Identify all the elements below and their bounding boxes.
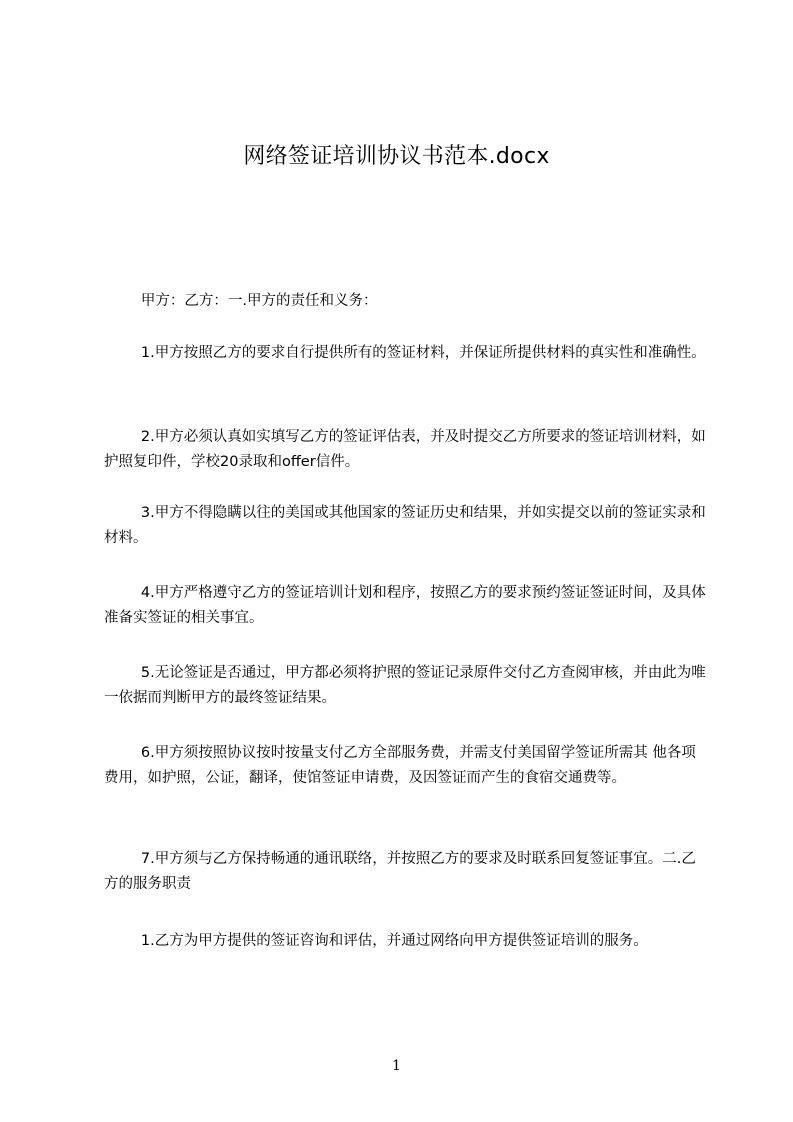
paragraph-parties: 甲方：乙方：一.甲方的责任和义务： — [104, 293, 378, 309]
paragraph-item-5: 5.无论签证是否通过，甲方都必须将护照的签证记录原件交付乙方查阅审核，并由此为唯一依据而判断甲方的最终签证结果。 — [104, 665, 706, 706]
paragraph-item-3: 3.甲方不得隐瞒以往的美国或其他国家的签证历史和结果，并如实提交以前的签证实录和材料。 — [104, 505, 706, 546]
document-title: 网络签证培训协议书范本.docx — [243, 144, 550, 169]
paragraph-item-4: 4.甲方严格遵守乙方的签证培训计划和程序，按照乙方的要求预约签证签证时间，及具体准备实签证的相关事宜。 — [104, 585, 706, 626]
paragraph-item-7: 7.甲方须与乙方保持畅通的通讯联络，并按照乙方的要求及时联系回复签证事宜。二.乙方的服务职责 — [104, 851, 696, 892]
paragraph-item-2: 2.甲方必须认真如实填写乙方的签证评估表，并及时提交乙方所要求的签证培训材料，如护照复印件，学校20录取和offer信件。 — [104, 429, 706, 470]
paragraph-item-1: 1.甲方按照乙方的要求自行提供所有的签证材料，并保证所提供材料的真实性和准确性。 — [104, 345, 706, 361]
paragraph-service-1: 1.乙方为甲方提供的签证咨询和评估，并通过网络向甲方提供签证培训的服务。 — [104, 933, 648, 949]
page-number: 1 — [392, 1058, 401, 1074]
paragraph-item-6: 6.甲方须按照协议按时按量支付乙方全部服务费，并需支付美国留学签证所需其 他各项费用，如护照，公证，翻译，使馆签证申请费，及因签证而产生的食宿交通费等。 — [104, 745, 696, 786]
